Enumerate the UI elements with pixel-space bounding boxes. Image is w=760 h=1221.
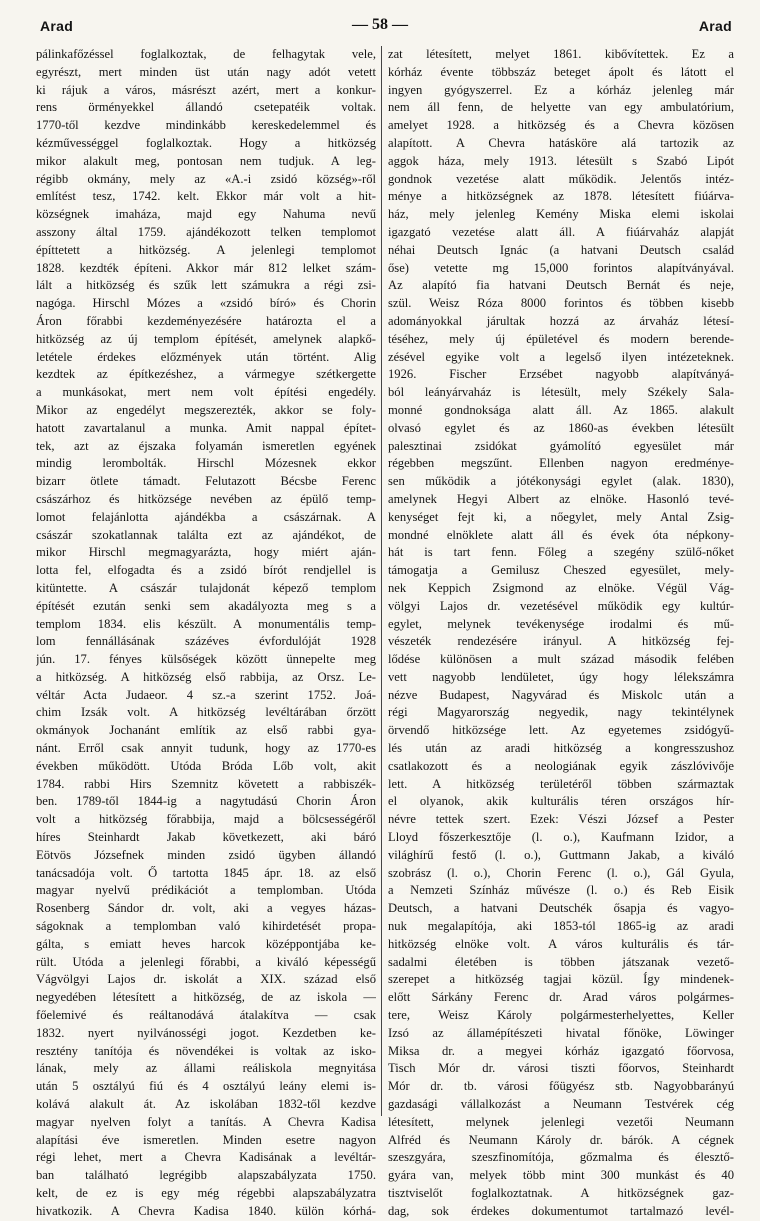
text-line: nagóga. Hirschl Mózes a «zsidó bíró» és Chorin: [36, 296, 376, 311]
text-line: téséhez, mely új épületével és modern berende-: [388, 331, 734, 346]
text-line: igazgató vezetése alatt áll. A fiúárvaház alapját: [388, 224, 734, 239]
text-line: lés után az aradi hitközség a kongresszushoz: [388, 741, 734, 756]
text-line: mikor alakult meg, pontosan nem tudjuk. A leg-: [36, 153, 376, 168]
text-line: őse) vetette mg 15,000 forintos alapítványával.: [388, 260, 734, 275]
text-line: főelemivé és reáltanodává átalakítva — csak: [36, 1008, 376, 1023]
text-line: Tisch Mór dr. városi tiszti főorvos, Steinhardt: [388, 1061, 734, 1076]
text-line: években működött. Utóda Bróda Lőb volt, akit: [36, 758, 376, 773]
page-header: [0, 12, 760, 40]
left-text-column: [36, 46, 376, 1221]
text-line: császár szokatlannak találta ezt az ajándékot, de: [36, 527, 376, 542]
text-line: szeszgyára, szeszfinomítója, gőzmalma és élesztő-: [388, 1150, 734, 1165]
text-line: 1926. Fischer Erzsébet nagyobb alapítványá-: [388, 367, 734, 382]
text-line: régi lehet, mert a Chevra Kadisának a levéltár-: [36, 1150, 376, 1165]
text-line: sadalmi életében is többen játszanak vezető-: [388, 954, 734, 969]
text-line: Áron főrabbi kezdeményezésére határozta el a: [36, 313, 376, 328]
text-line: lom fennállásának százéves évfordulóját 1928: [36, 634, 376, 649]
text-line: csatlakozott és a neologiának egyik zászlóvivője: [388, 758, 734, 773]
text-line: palesztinai zsidókat gyámolító egyesület már: [388, 438, 734, 453]
text-line: szobrász (l. o.), Chorin Ferenc (l. o.), Gál Gyula,: [388, 865, 734, 880]
page-number: — 58 —: [352, 16, 408, 33]
text-line: kitüntette. A császár tulajdonát képező templom: [36, 580, 376, 595]
text-line: el olyanok, akik kulturális téren országos hír-: [388, 794, 734, 809]
text-line: a munkásokat, mert nem volt építési engedély.: [36, 385, 376, 400]
text-line: gálta, s emiatt heves harcok középpontjába ke-: [36, 936, 376, 951]
text-line: lált a hitközség és szűk lett számukra a régi zsi-: [36, 278, 376, 293]
running-head-right: Arad: [698, 18, 732, 34]
text-line: ki rájuk a város, másrészt azért, mert a konkur-: [36, 82, 376, 97]
text-line: zésével egyike volt a legelső ilyen intézeteknek.: [388, 349, 734, 364]
text-line: zat létesített, melyet 1861. kibővítettek. Ez a: [388, 47, 734, 61]
text-line: hivatkozik. A Chevra Kadisa 1840. külön kórhá-: [36, 1203, 376, 1218]
text-line: a Nemzeti Színház művésze (l. o.) és Reb Eisik: [388, 883, 734, 898]
text-line: mindig lerombolták. Hirschl Mózesnek ekkor: [36, 456, 376, 471]
text-line: előtt Sárkány Ferenc dr. Arad város polgármes-: [388, 990, 734, 1005]
text-line: véltár Acta Judaeor. 4 sz.-a szerint 1752. Joá-: [36, 687, 376, 702]
right-text-column: [388, 46, 734, 1221]
text-line: egylet, melynek tevékenysége irodalmi és mű-: [388, 616, 734, 631]
text-line: amelyet 1928. a hitközség és a Chevra közösen: [388, 118, 734, 133]
text-line: lotta fel, elfogadta és a zsidó bírót rendjellel is: [36, 563, 376, 578]
text-line: hát is tart fenn. Főleg a szegény szülő-nőket: [388, 545, 734, 560]
text-line: magyar nyelvű prédikációt a templomban. Utóda: [36, 883, 376, 898]
text-line: hitközség az új templom építését, amelynek alapkő-: [36, 331, 376, 346]
text-line: lődése különösen a mult század második felében: [388, 652, 734, 667]
text-line: hitközség elnöke volt. A város kulturális és tár-: [388, 936, 734, 951]
running-head-left: Arad: [40, 18, 74, 34]
text-line: a hitközség. A hitközség első rabbija, az Orsz. Le-: [36, 669, 376, 684]
text-line: tere, Weisz Károly polgármesterhelyettes, Keller: [388, 1008, 734, 1023]
text-line: völgyi Lajos dr. vezetésével működik egy kultúr-: [388, 598, 734, 613]
text-line: 1784. rabbi Hirs Szemnitz követett a rabbiszék-: [36, 776, 376, 791]
text-line: létesített, melynek jelenlegi vezetői Neumann: [388, 1114, 734, 1129]
text-line: amelynek Hegyi Albert az elnöke. Hasonló tevé-: [388, 491, 734, 506]
text-line: nem áll fenn, de helyette van egy ambulatórium,: [388, 100, 734, 115]
text-line: gondnok vezetése alatt működik. Jelentős intéz-: [388, 171, 734, 186]
text-line: Az alapító fia hatvani Deutsch Bernát és neje,: [388, 278, 734, 293]
text-line: asszony által 1759. ajándékozott telken templomot: [36, 224, 376, 239]
text-line: Lloyd főszerkesztője (l. o.), Kaufmann Izidor, a: [388, 830, 734, 845]
text-line: ingyen gyógyszerrel. Ez a kórház jelenleg már: [388, 82, 734, 97]
text-line: negyedében létesített a hitközség, de az iskola —: [36, 990, 376, 1005]
text-line: építését ezután senki sem akadályozta meg s a: [36, 598, 376, 613]
text-line: ságoknak a templomban való kihirdetését propa-: [36, 919, 376, 934]
text-line: pálinkafőzéssel foglalkoztak, de felhagytak vele,: [36, 47, 376, 61]
text-line: 1770-től kezdve mindinkább kereskedelemmel és: [36, 118, 376, 133]
text-line: császárhoz és hitközsége nevében az épülő temp-: [36, 491, 376, 506]
text-line: híres Steinhardt Jakab következett, aki báró: [36, 830, 376, 845]
text-line: tek, azt az éjszaka folyamán ismeretlen egyének: [36, 438, 376, 453]
column-divider: [381, 46, 382, 1116]
text-line: hatott zavartalanul a munka. Amit nappal építet-: [36, 420, 376, 435]
text-line: vészeték rendezésére irányul. A hitközség fej-: [388, 634, 734, 649]
text-line: magyar nyelven folyt a tanítás. A Chevra Kadisa: [36, 1114, 376, 1129]
text-line: mikor Hirschl megmagyarázta, hogy miért aján-: [36, 545, 376, 560]
text-line: ház, mely jelenleg Kemény Miska elemi iskolai: [388, 207, 734, 222]
text-line: alapított. A Chevra hatásköre alá tartozik az: [388, 135, 734, 150]
text-line: egyrészt, mert minden üst után nagy adót vetett: [36, 64, 376, 79]
text-line: ban található legrégibb alapszabályzata 1750.: [36, 1168, 376, 1183]
text-line: jún. 17. fényes külsőségek között ünnepelte meg: [36, 652, 376, 667]
text-line: Rosenberg Sándor dr. volt, aki a vegyes házas-: [36, 901, 376, 916]
text-line: Eötvös Józsefnek minden zsidó ügyben állandó: [36, 847, 376, 862]
text-line: régi Magyarország negyedik, nagy tekintélynek: [388, 705, 734, 720]
text-line: kézművességgel foglalkoztak. Hogy a hitközség: [36, 135, 376, 150]
text-line: resztény tanítója és növendékei is voltak az isko-: [36, 1043, 376, 1058]
text-line: nánt. Erről csak annyit tudunk, hogy az 1770-es: [36, 741, 376, 756]
text-line: említést tesz, 1742. kelt. Ekkor már volt a hit-: [36, 189, 376, 204]
text-line: lának, mely az állami reáliskola megnyitása: [36, 1061, 376, 1076]
text-line: tisztviselőt foglalkoztatnak. A hitközségnek gaz-: [388, 1186, 734, 1200]
text-line: Mikor az engedélyt megszerezték, akkor se foly-: [36, 402, 376, 417]
text-line: kenységet fejt ki, a nőegylet, mely Antal Zsig-: [388, 509, 734, 524]
text-line: vett nagyobb lendületet, úgy hogy lélekszámra: [388, 669, 734, 684]
text-line: lomot felajánlotta ajándékba a császárnak. A: [36, 509, 376, 524]
text-line: támogatja a Gemilusz Cheszed egyesület, mely-: [388, 563, 734, 578]
text-line: kezdtek az építkezéshez, a vármegye szétkergette: [36, 367, 376, 382]
text-line: lett. A hitközség területéről többen származtak: [388, 776, 734, 791]
text-line: 1832. nyert nyilvánosségi jogot. Kezdetben ke-: [36, 1025, 376, 1040]
text-line: örvendő hitközsége lett. Az egyetemes zsidógyű-: [388, 723, 734, 738]
text-line: ben. 1789-től 1844-ig a nagytudású Chorin Áron: [36, 794, 376, 809]
text-line: után 5 osztályú fiú és 4 osztályú leány elemi is-: [36, 1079, 376, 1094]
text-line: chim Izsák volt. A hitközség levéltárában őrzött: [36, 705, 376, 720]
text-line: Deutsch, a hatvani Deutschék ősapja és vagyo-: [388, 901, 734, 916]
text-line: kolává alakult át. Az iskolában 1832-től kezdve: [36, 1097, 376, 1112]
text-line: Miksa dr. a megyei kórház igazgató főorvosa,: [388, 1043, 734, 1058]
text-line: dag, sok érdekes dokumentumot tartalmazó levél-: [388, 1203, 734, 1218]
text-line: bizarr ötlete támadt. Felutazott Bécsbe Ferenc: [36, 474, 376, 489]
text-line: gazdasági vállalkozást a Neumann Testvérek cég: [388, 1097, 734, 1112]
text-line: rült. Utóda a jelenlegi főrabbi, a kiváló képességű: [36, 954, 376, 969]
text-line: szül. Weisz Róza 8000 forintos és többen kisebb: [388, 296, 734, 311]
text-line: néhai Deutsch Ignác (a hatvani Deutsch család: [388, 242, 734, 257]
text-line: világhírű festő (l. o.), Guttmann Jakab, a kiváló: [388, 847, 734, 862]
text-line: olvasó egylet és az 1860-as években létesült: [388, 420, 734, 435]
text-line: alapítási éve ismeretlen. Minden esetre nagyon: [36, 1132, 376, 1147]
text-line: Izsó az államépítészeti hivatal főnöke, Löwinger: [388, 1025, 734, 1040]
text-line: szerepet a hitközség tagjai közül. Így mindenek-: [388, 972, 734, 987]
text-line: nézve Budapest, Nagyvárad és Miskolc után a: [388, 687, 734, 702]
text-line: gyára van, melyek több mint 300 munkást és 40: [388, 1168, 734, 1183]
text-line: tanácsadója volt. Ő tartotta 1845 ápr. 18. az első: [36, 865, 376, 880]
text-line: ból leányárvaház is létesült, mely Székely Sala-: [388, 385, 734, 400]
text-line: kelt, de ez is egy még régebbi alapszabályzatra: [36, 1186, 376, 1200]
text-line: rens örményekkel állandó csetepatéik voltak.: [36, 100, 376, 115]
text-line: névre tettek szert. Ezek: Vészi József a Pester: [388, 812, 734, 827]
text-line: sen működik a jótékonysági egylet (alak. 1830),: [388, 474, 734, 489]
text-line: monné gondnoksága alatt áll. Az 1865. alakult: [388, 402, 734, 417]
text-line: letétele érdekes előzmények után történt. Alig: [36, 349, 376, 364]
text-line: adományokkal járultak hozzá az árvaház létesí-: [388, 313, 734, 328]
text-line: templom 1834. elis készült. A monumentális temp-: [36, 616, 376, 631]
text-line: okmányok Jochanánt említik az első rabbi gya-: [36, 723, 376, 738]
text-line: régibb okmány, mely az «A.-i zsidó község»-ről: [36, 171, 376, 186]
text-line: építtetett a hitközség. A jelenlegi templomot: [36, 242, 376, 257]
text-line: nuk megalapítója, aki 1853-tól 1865-ig az aradi: [388, 919, 734, 934]
text-line: községnek imaháza, majd egy Nahuma nevű: [36, 207, 376, 222]
text-line: kórház évente többszáz beteget ápolt és látott el: [388, 64, 734, 79]
text-line: nek Keppich Zsigmond az elnöke. Végül Vág-: [388, 580, 734, 595]
text-line: régebben megszűnt. Ellenben nagyon eredménye-: [388, 456, 734, 471]
text-line: volt a hitközség főrabbija, majd a bölcsességéről: [36, 812, 376, 827]
text-line: Vágvölgyi Lajos dr. iskolát a XIX. század első: [36, 972, 376, 987]
text-line: mondné elnöklete alatt áll és évek óta népkony-: [388, 527, 734, 542]
text-line: Alfréd és Neumann Károly dr. bárók. A cégnek: [388, 1132, 734, 1147]
text-line: 1828. kezdték építeni. Akkor már 812 lelket szám-: [36, 260, 376, 275]
text-line: aggok háza, mely 1913. létesült s Szabó Lipót: [388, 153, 734, 168]
text-line: ménye a hitközségnek az 1878. létesített fiúárva-: [388, 189, 734, 204]
text-line: Mór dr. tb. városi főügyész stb. Nagyobbarányú: [388, 1079, 734, 1094]
